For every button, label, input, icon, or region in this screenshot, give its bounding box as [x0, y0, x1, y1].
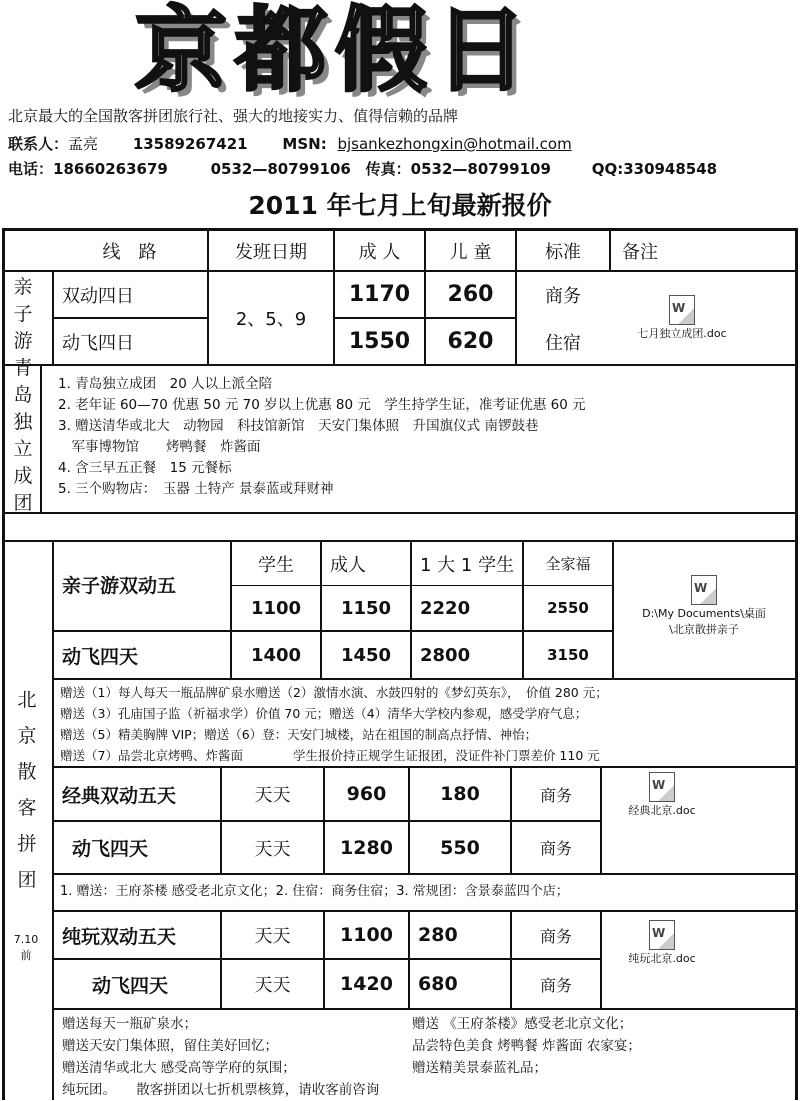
- b2-date-2: 天天: [254, 838, 291, 860]
- word-doc-icon: [649, 920, 675, 950]
- b2-child-1: 180: [440, 783, 480, 805]
- b3-name-1: 纯玩双动五天: [62, 925, 177, 948]
- b1-r2-v1: 1450: [340, 644, 392, 666]
- header-date: 发班日期: [235, 241, 307, 263]
- s1-adult-2: 1550: [348, 329, 411, 354]
- b3-adult-1: 1100: [340, 924, 393, 946]
- b2-std-1: 商务: [539, 785, 572, 805]
- mobile-1: 13589267421: [132, 135, 248, 153]
- s1-child-1: 260: [447, 282, 494, 307]
- phone-label: 电话：: [8, 160, 54, 178]
- b2-adult-1: 960: [346, 783, 387, 805]
- phone-line: [8, 158, 717, 179]
- b2-doc-name: 经典北京.doc: [628, 804, 696, 817]
- b1-h-student: 学生: [258, 554, 294, 576]
- b3-child-2: 680: [418, 973, 458, 995]
- b2-std-2: 商务: [539, 839, 572, 858]
- slogan: 北京最大的全国散客拼团旅行社、强大的地接实力、值得信赖的品牌: [8, 107, 459, 125]
- b1-h-pair: 1 大 1 学生: [420, 554, 515, 576]
- b1-r1-v3: 2550: [547, 599, 589, 617]
- b3-std-2: 商务: [539, 975, 572, 995]
- contact-name: 孟亮: [68, 135, 99, 153]
- header-child: 儿 童: [449, 241, 492, 263]
- word-doc-icon: [649, 772, 675, 802]
- b1-r2-v3: 3150: [547, 646, 589, 664]
- header-route: 线 路: [102, 241, 157, 263]
- b3-doc-attachment[interactable]: [602, 920, 722, 966]
- page-title: 2011 年七月上旬最新报价: [248, 191, 552, 220]
- tel: 0532—80799106: [210, 160, 351, 178]
- fax: 0532—80799109: [410, 160, 551, 178]
- s1-doc-attachment[interactable]: [612, 295, 752, 341]
- b3-doc-name: 纯玩北京.doc: [628, 952, 696, 965]
- b3-child-1: 280: [418, 924, 458, 946]
- b1-h-adult: 成人: [330, 554, 366, 576]
- b3-std-1: 商务: [539, 926, 572, 946]
- s1-std-2: 住宿: [545, 332, 581, 354]
- b1-notes: 赠送（1）每人每天一瓶品牌矿泉水赠送（2）激情水演、水鼓四射的《梦幻英东》， 价值 280 元； 赠送（3）孔庙国子监（祈福求学）价值 70 元；赠送（4）清华大学校内参观，感受学府气息； 赠送（5）精美胸牌 VIP；赠送（6）登：天安门城楼，站在祖国的制高点抒情、神怡； 赠送（7）品尝北京烤鸭、炸酱面 学生报价持正规学生证报团，没证件补门票差价 110 元: [60, 685, 608, 763]
- b3-adult-2: 1420: [340, 973, 393, 995]
- b1-r1-v1: 1150: [340, 597, 392, 619]
- b2-name-1: 经典双动五天: [62, 784, 177, 807]
- b2-note: 1. 赠送：王府茶楼 感受老北京文化；2. 住宿：商务住宿；3. 常规团：含景泰蓝四个店；: [60, 884, 569, 899]
- word-doc-icon: [669, 295, 695, 325]
- mobile-2: 18660263679: [53, 160, 168, 178]
- fax-label: 传真：: [365, 160, 411, 178]
- b1-h-family: 全家福: [545, 555, 591, 573]
- b3-date-2: 天天: [254, 975, 291, 996]
- b2-adult-2: 1280: [340, 836, 393, 859]
- b1-r1-v2: 2220: [420, 597, 471, 619]
- b1-doc-name: D:\My Documents\桌面\北京散拼亲子: [642, 607, 766, 636]
- header-standard: 标准: [545, 241, 581, 263]
- b1-doc-attachment[interactable]: [614, 575, 794, 637]
- section2-label: 北 京 散 客 拼 团: [17, 689, 37, 891]
- b3-date-1: 天天: [254, 926, 291, 947]
- header-note: 备注: [622, 241, 658, 263]
- s1-dates: 2、5、9: [235, 309, 307, 330]
- b1-name-2: 动飞四天: [62, 645, 139, 668]
- s1-notes: 1. 青岛独立成团 20 人以上派全陪 2. 老年证 60—70 优惠 50 元 70 岁以上优惠 80 元 学生持学生证，准考证优惠 60 元 3. 赠送清华或北大 动物园 科技馆新馆 天安门集体照 升国旗仪式 南锣鼓巷 军事博物馆 烤鸭餐 炸酱面 4. 含三早五正餐 15 元餐标 5. 三个购物店： 玉器 土特产 景泰蓝或拜财神: [58, 376, 586, 497]
- b1-name-1: 亲子游双动五: [62, 574, 177, 597]
- msn-link[interactable]: bjsankezhongxin@hotmail.com: [337, 135, 572, 153]
- s1-route-1: 双动四日: [62, 285, 134, 307]
- b1-r1-v0: 1100: [250, 597, 302, 619]
- brand-logo: 京都假日: [135, 0, 536, 104]
- section1-label: 亲 子 游 青 岛 独 立 成 团: [13, 276, 33, 514]
- contact-label: 联系人：: [8, 135, 69, 153]
- b3-notes-left: 赠送每天一瓶矿泉水； 赠送天安门集体照，留住美好回忆； 赠送清华或北大 感受高等学府的氛围； 纯玩团。 散客拼团以七折机票核算，请收客前咨询: [62, 1016, 380, 1098]
- b1-r2-v0: 1400: [250, 644, 302, 666]
- header-adult: 成 人: [358, 241, 401, 263]
- s1-route-2: 动飞四日: [62, 332, 134, 354]
- b1-r2-v2: 2800: [420, 644, 471, 666]
- contact-line: [8, 133, 572, 154]
- section2-date-note: 7.10 前: [13, 933, 39, 962]
- b2-child-2: 550: [440, 836, 480, 859]
- qq: QQ:330948548: [591, 160, 718, 178]
- s1-std-1: 商务: [545, 285, 581, 307]
- s1-child-2: 620: [447, 329, 494, 354]
- b3-notes-right: 赠送 《王府茶楼》感受老北京文化； 品尝特色美食 烤鸭餐 炸酱面 农家宴； 赠送精美景泰蓝礼品；: [412, 1016, 641, 1076]
- b3-name-2: 动飞四天: [92, 974, 169, 997]
- b2-doc-attachment[interactable]: [602, 772, 722, 818]
- word-doc-icon: [691, 575, 717, 605]
- s1-adult-1: 1170: [348, 282, 411, 307]
- msn-label: MSN:: [282, 135, 327, 153]
- b2-name-2: 动飞四天: [72, 838, 149, 860]
- s1-doc-name: 七月独立成团.doc: [637, 327, 727, 340]
- b2-date-1: 天天: [254, 785, 291, 806]
